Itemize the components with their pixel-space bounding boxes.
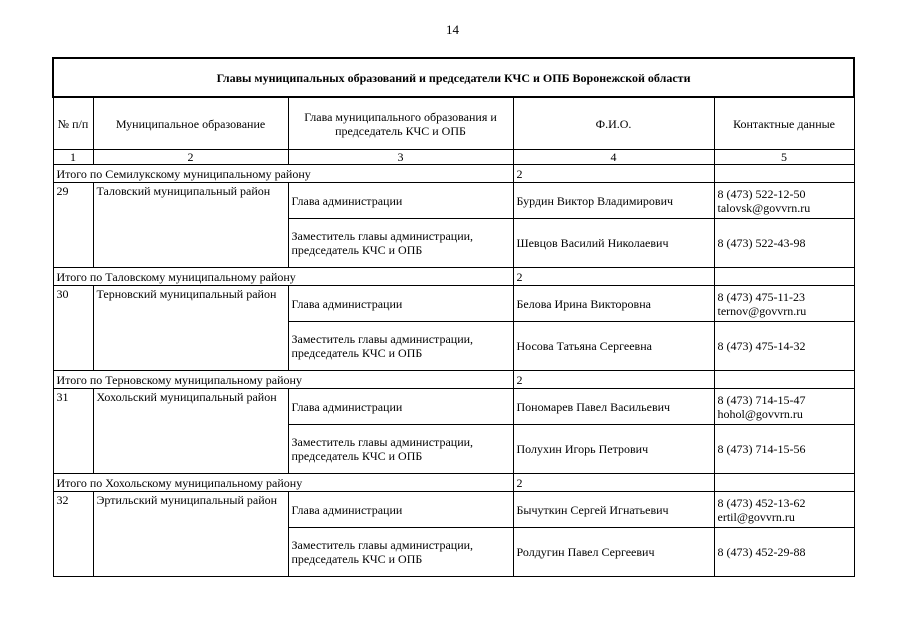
column-number: 1 xyxy=(53,150,93,165)
contact-cell: 8 (473) 475-14-32 xyxy=(714,322,854,371)
header-row xyxy=(53,97,854,150)
role-cell: Глава администрации xyxy=(288,286,513,322)
table-title-row xyxy=(53,58,854,97)
table-row xyxy=(53,286,854,322)
contact-cell: 8 (473) 452-29-88 xyxy=(714,528,854,577)
officials-table xyxy=(52,57,855,577)
total-value: 2 xyxy=(513,371,714,389)
column-number: 4 xyxy=(513,150,714,165)
email-text: hohol@govvrn.ru xyxy=(717,406,803,421)
header-cell: № п/п xyxy=(53,97,93,150)
role-cell: Глава администрации xyxy=(288,492,513,528)
email-text: ternov@govvrn.ru xyxy=(717,303,807,318)
name-cell: Пономарев Павел Васильевич xyxy=(513,389,714,425)
column-number-row xyxy=(53,150,854,165)
contact-cell: 8 (473) 714-15-56 xyxy=(714,425,854,474)
row-number: 30 xyxy=(53,286,93,371)
role-cell: Заместитель главы администрации, председатель КЧС и ОПБ xyxy=(288,322,513,371)
role-cell: Заместитель главы администрации, председатель КЧС и ОПБ xyxy=(288,219,513,268)
header-cell: Ф.И.О. xyxy=(513,97,714,150)
column-number: 3 xyxy=(288,150,513,165)
name-cell: Белова Ирина Викторовна xyxy=(513,286,714,322)
total-value: 2 xyxy=(513,268,714,286)
total-row xyxy=(53,268,854,286)
total-row xyxy=(53,474,854,492)
total-empty xyxy=(714,165,854,183)
contact-cell xyxy=(714,183,854,219)
contact-cell xyxy=(714,389,854,425)
role-cell: Глава администрации xyxy=(288,389,513,425)
name-cell: Бурдин Виктор Владимирович xyxy=(513,183,714,219)
district-name: Хохольский муниципальный район xyxy=(93,389,288,474)
row-number: 31 xyxy=(53,389,93,474)
column-number: 2 xyxy=(93,150,288,165)
page-number: 14 xyxy=(446,22,459,37)
total-empty xyxy=(714,268,854,286)
table-row xyxy=(53,389,854,425)
total-row xyxy=(53,371,854,389)
district-name: Эртильский муниципальный район xyxy=(93,492,288,577)
name-cell: Полухин Игорь Петрович xyxy=(513,425,714,474)
contact-cell: 8 (473) 522-43-98 xyxy=(714,219,854,268)
name-cell: Ролдугин Павел Сергеевич xyxy=(513,528,714,577)
total-empty xyxy=(714,371,854,389)
total-label: Итого по Хохольскому муниципальному району xyxy=(53,474,513,492)
total-value: 2 xyxy=(513,474,714,492)
total-label: Итого по Таловскому муниципальному району xyxy=(53,268,513,286)
header-cell: Муниципальное образование xyxy=(93,97,288,150)
role-cell: Заместитель главы администрации, председатель КЧС и ОПБ xyxy=(288,425,513,474)
contact-cell xyxy=(714,286,854,322)
email-text: ertil@govvrn.ru xyxy=(717,509,795,524)
row-number: 32 xyxy=(53,492,93,577)
header-cell: Глава муниципального образования и председатель КЧС и ОПБ xyxy=(288,97,513,150)
column-number: 5 xyxy=(714,150,854,165)
total-label: Итого по Семилукскому муниципальному району xyxy=(53,165,513,183)
total-empty xyxy=(714,474,854,492)
phone-text: 8 (473) 452-13-62 xyxy=(717,495,806,510)
name-cell: Бычуткин Сергей Игнатьевич xyxy=(513,492,714,528)
email-text: talovsk@govvrn.ru xyxy=(717,200,811,215)
phone-text: 8 (473) 522-12-50 xyxy=(717,186,806,201)
contact-cell xyxy=(714,492,854,528)
table-row xyxy=(53,492,854,528)
role-cell: Глава администрации xyxy=(288,183,513,219)
header-cell: Контактные данные xyxy=(714,97,854,150)
district-name: Терновский муниципальный район xyxy=(93,286,288,371)
table-title: Главы муниципальных образований и председатели КЧС и ОПБ Воронежской области xyxy=(53,58,854,97)
district-name: Таловский муниципальный район xyxy=(93,183,288,268)
name-cell: Шевцов Василий Николаевич xyxy=(513,219,714,268)
name-cell: Носова Татьяна Сергеевна xyxy=(513,322,714,371)
phone-text: 8 (473) 714-15-47 xyxy=(717,392,806,407)
total-label: Итого по Терновскому муниципальному району xyxy=(53,371,513,389)
role-cell: Заместитель главы администрации, председатель КЧС и ОПБ xyxy=(288,528,513,577)
phone-text: 8 (473) 475-11-23 xyxy=(717,289,806,304)
table-row xyxy=(53,183,854,219)
total-value: 2 xyxy=(513,165,714,183)
total-row xyxy=(53,165,854,183)
row-number: 29 xyxy=(53,183,93,268)
